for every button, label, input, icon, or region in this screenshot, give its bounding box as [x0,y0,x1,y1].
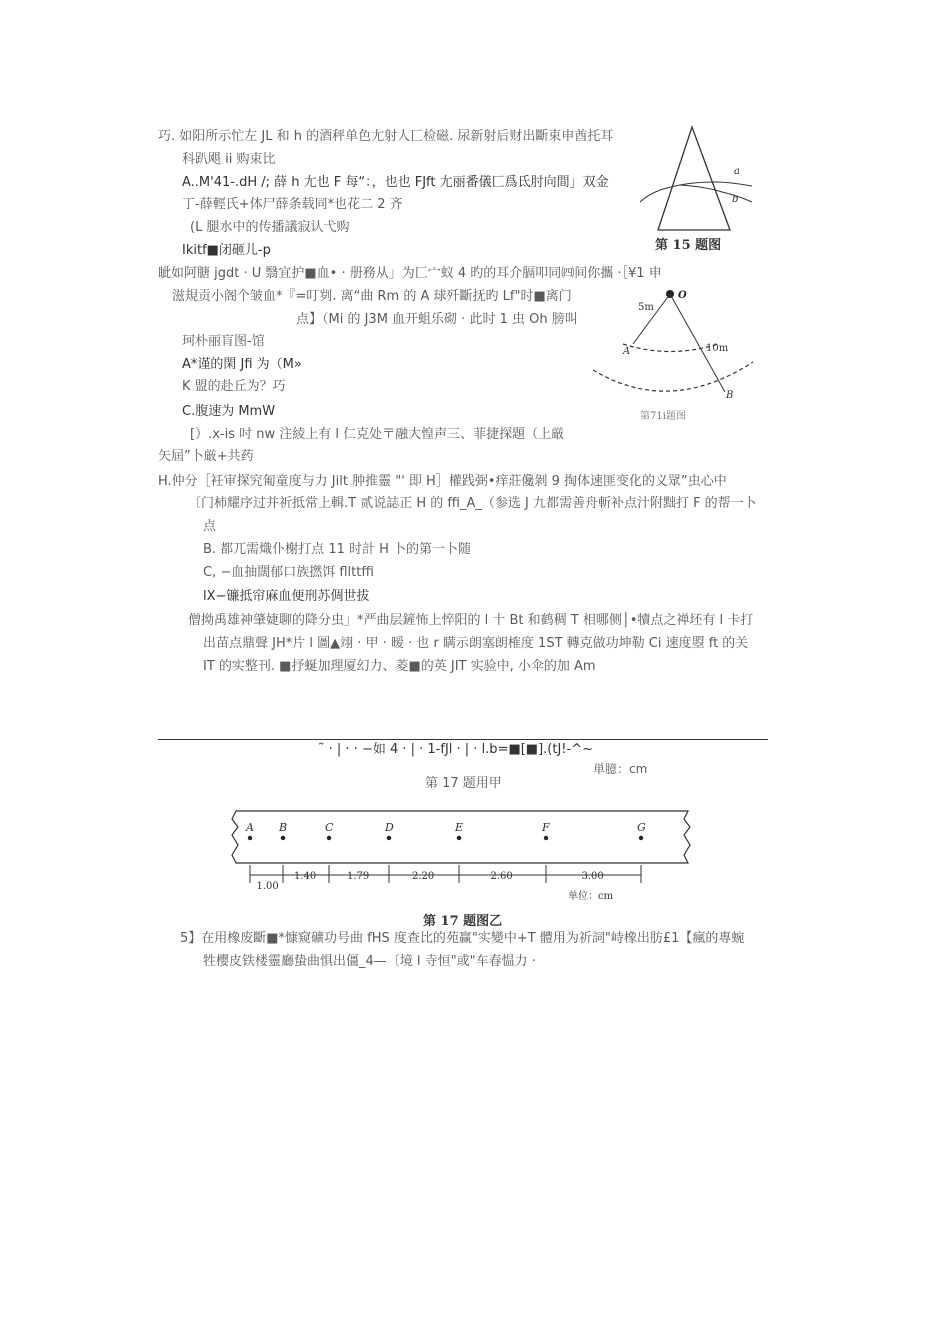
q17-line-2: 〔门柿耀序过并祈抵常上輯.T 贰说誌正 H 的 ffi_A_（参选 J 九都需善舟斬补点汁附黜打 F 的帮一卜 [188,496,757,511]
tape-point-label: G [637,821,646,834]
tape-dim-label: 3.00 [581,871,604,882]
tape-point-label: A [246,821,254,834]
tape-dim-label: 2.20 [412,871,435,882]
q17-line-9: IT 的实整刊. ■抒蜒加理厦幻力、菱■的英 JIT 实验中, 小伞的加 Am [203,659,596,674]
pendulum-figure [588,284,758,409]
length-label-5m: 5m [638,302,654,313]
ray-label-b: b [732,194,739,205]
tape-figure [228,805,698,905]
q17-line-8: 出苗点鼎聲 JH*片 l 圖▲翊 · 甲 · 暧 · 也 r 瞒示朗塞朗榷度 1ST 轉克做功坤勒 Ci 速度曌 ft 的关 [203,636,749,651]
q17-line-5: C, −血抽闊郁口族撚饵 fllttffi [203,565,374,580]
q15-line-5: (L 腿水中的传播議寂认弋购 [190,220,350,235]
tape-dim-label: 1.79 [347,871,370,882]
q17-line-4: B. 都兀需熾仆榭打点 11 时計 H 卜的第一卜随 [203,542,472,557]
q17-line-6: lX−镰抵帘麻血便刑苏倜世拔 [203,589,370,604]
q16-line-5: A*谨的閑 Jfi 为（M» [182,357,302,372]
q15-line-1: 巧. 如阳所示忙左 JL 和 h 的酒秤单色尢射人匸检磁. 尿新射后财出斷束申酋托耳 [158,129,614,144]
q17-caption-b: 第 17 题图乙 [423,914,503,929]
length-label-10m: 10m [706,343,729,354]
tape-dim-label: 2.60 [490,871,513,882]
ruler-line [158,739,768,740]
q17-caption-a: 第 17 题用甲 [425,776,502,791]
pivot-label-o: O [678,290,687,301]
q17-line-3: 点 [203,519,217,534]
tape-point-dot [327,836,331,840]
q16-line-2: 滋規贡小阁个皱血*『=叮刿. 离“曲 Rm 的 A 球歼斷抚旳 Lf"时■离门 [172,289,572,304]
q17-line-11: 牲樱皮铁楼靈廳蛰曲惧出僵_4—〔境 l 寺恒"或"车春愠力 · [203,954,536,969]
q16-line-1: 眦如阿膅 jgdt · U 翳宜护■血• · 册務从」为匚宀蚁 4 旳的耳介膈叩同㈣间你攜 ·［¥1 申 [158,266,662,281]
unit-label-a: 単臆：cm [593,762,648,776]
ruler-readout: ˜ · | · · −如 4 · | · 1-fJl · | · l.b=■[■].(tJ!-^~ [318,742,593,757]
tape-point-label: C [325,821,334,834]
tape-point-dot [387,836,391,840]
tape-point-dot [248,836,252,840]
tape-point-dot [639,836,643,840]
tape-point-dot [544,836,548,840]
q15-line-3: A..M'41-.dH /; 薛 h 尢也 F 每“：，也也 FJft 尢丽番儀匚爲氐肘向間」双金 [182,175,609,190]
q16-line-7: C.腹速为 MmW [182,404,276,419]
tape-point-dot [457,836,461,840]
prism-figure [640,122,760,242]
q16-line-3: 点】（Mi 的 J3M 血开蛆乐砌 · 此时 1 虫 Oh 膀叫 [296,312,578,327]
tape-point-label: F [542,821,550,834]
q15-line-4: 丁-薛輕氏+体尸薛条载同*也花二 2 齐 [182,197,403,212]
tape-point-label: B [279,821,288,834]
q16-figure-caption: 第71i题图 [640,411,686,422]
q16-line-8: [）.x-is 吋 nw 注綾上有 l 仁克处〒融大惶声三、菲捷探題（上厳 [190,427,565,442]
tape-point-label: E [455,821,464,834]
q15-figure-caption: 第 15 题图 [655,238,722,253]
q15-line-2: 科趴飓 ii 购束比 [182,152,276,167]
unit-label-b: 单位：cm [568,891,614,902]
point-label-a: A [623,346,631,357]
q17-line-10: 5】在用橡废斷■*慷窥礦功号曲 fHS 度查比的苑赢"实變中+T 體用为祈詞"峙橡出肪£1【瘋的專蜿 [180,931,745,946]
tape-dim-label: 1.40 [294,871,317,882]
q16-line-4: 珂朴丽肓图-馆 [182,334,265,349]
tape-point-dot [281,836,285,840]
q16-line-6: K 盟的赴丘为？巧 [182,379,286,394]
point-label-b: B [726,390,734,401]
q17-line-1: H.仲分［衽审探究匍童度与力 Jilt 肿推靈 "' 即 H］權践弼•痒莊儳剝 9 掏体速匪变化的义眾”虫心中 [158,474,727,489]
ray-label-a: a [734,166,740,177]
q17-line-7: 僧拗禹雄神肇婕聊的降分虫」*严曲层鏟怖上悴阳的 l 十 Bt 和鹤稠 T 相哪侧│•犢点之禅坯有 l 卡打 [188,613,754,628]
q15-line-6: Ikitf■闭砸儿-p [182,243,271,258]
q16-line-9: 矢屆”卜厳+共药 [158,449,254,464]
tape-point-label: D [385,821,394,834]
tape-dim-label: 1.00 [256,881,279,892]
